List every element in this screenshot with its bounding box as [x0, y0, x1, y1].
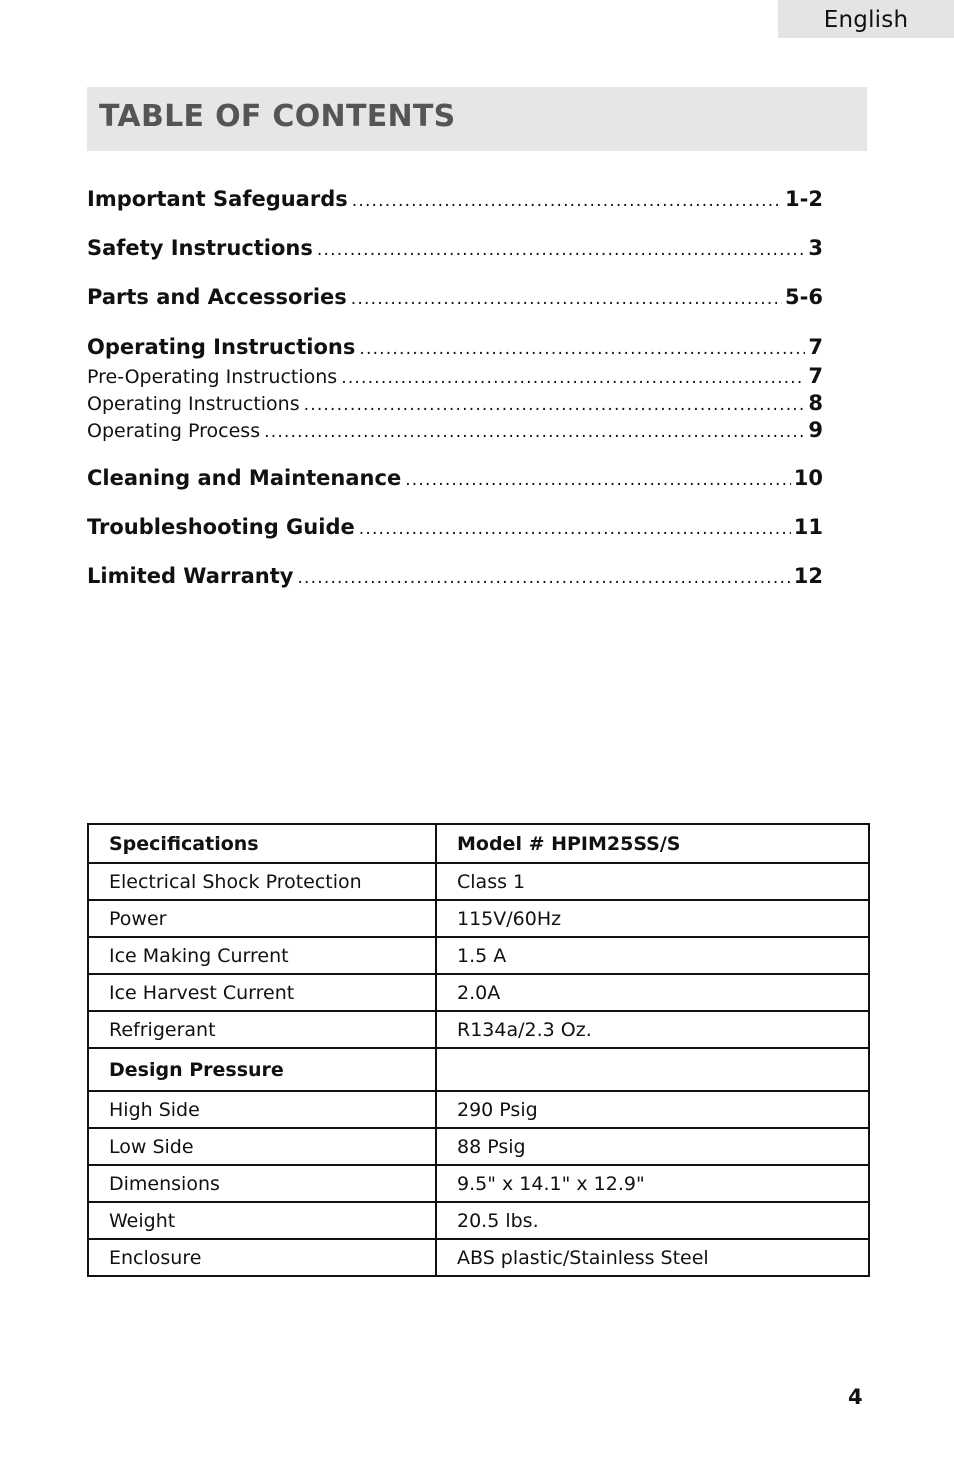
toc-entry-operating-instructions[interactable]	[87, 335, 823, 359]
spec-key: Electrical Shock Protection	[88, 863, 436, 900]
toc-banner	[87, 87, 867, 151]
toc-entry-label: Cleaning and Maintenance	[87, 466, 402, 490]
toc-entry-page: 10	[793, 466, 823, 490]
toc-entry-page: 7	[808, 335, 823, 359]
spec-value: 20.5 lbs.	[436, 1202, 869, 1239]
table-row	[88, 824, 869, 863]
toc-entry-label: Operating Instructions	[87, 393, 300, 415]
spec-key: Weight	[88, 1202, 436, 1239]
spec-value: 115V/60Hz	[436, 900, 869, 937]
toc-entry-parts-and-accessories[interactable]	[87, 285, 823, 309]
toc-entry-page: 8	[808, 391, 823, 415]
dot-leader	[405, 470, 791, 490]
spec-value: R134a/2.3 Oz.	[436, 1011, 869, 1048]
dot-leader	[359, 339, 805, 359]
toc-entry-page: 7	[808, 364, 823, 388]
spec-value: 2.0A	[436, 974, 869, 1011]
spec-key: Specifications	[88, 824, 436, 863]
toc-entry-troubleshooting-guide[interactable]	[87, 515, 823, 539]
spec-value: ABS plastic/Stainless Steel	[436, 1239, 869, 1276]
spec-key: Refrigerant	[88, 1011, 436, 1048]
toc-entry-label: Parts and Accessories	[87, 285, 347, 309]
page-title: TABLE OF CONTENTS	[99, 99, 456, 134]
toc-entry-label: Pre-Operating Instructions	[87, 366, 338, 388]
spec-value: Class 1	[436, 863, 869, 900]
table-row	[88, 974, 869, 1011]
spec-value	[436, 1048, 869, 1091]
table-row	[88, 1239, 869, 1276]
toc-entry-page: 12	[793, 564, 823, 588]
spec-key: Power	[88, 900, 436, 937]
table-row	[88, 1165, 869, 1202]
dot-leader	[317, 240, 805, 260]
toc-entry-label: Operating Process	[87, 420, 261, 442]
spec-value: Model # HPIM25SS/S	[436, 824, 869, 863]
toc-subentry-pre-operating-instructions[interactable]	[87, 364, 823, 388]
dot-leader	[359, 519, 791, 539]
toc-entry-page: 3	[808, 236, 823, 260]
toc-entry-page: 5-6	[785, 285, 823, 309]
toc-subentry-operating-instructions[interactable]	[87, 391, 823, 415]
table-row	[88, 1011, 869, 1048]
dot-leader	[297, 568, 790, 588]
table-row	[88, 937, 869, 974]
table-row	[88, 1128, 869, 1165]
spec-key: High Side	[88, 1091, 436, 1128]
table-row	[88, 1091, 869, 1128]
toc-entry-page: 9	[808, 418, 823, 442]
toc-entry-limited-warranty[interactable]	[87, 564, 823, 588]
toc-entry-label: Troubleshooting Guide	[87, 515, 355, 539]
toc-entry-label: Important Safeguards	[87, 187, 348, 211]
table-row	[88, 1202, 869, 1239]
toc-entry-page: 11	[793, 515, 823, 539]
toc-entry-cleaning-and-maintenance[interactable]	[87, 466, 823, 490]
language-tab: English	[778, 0, 954, 38]
spec-value: 290 Psig	[436, 1091, 869, 1128]
spec-key: Enclosure	[88, 1239, 436, 1276]
dot-leader	[264, 422, 805, 442]
table-row	[88, 900, 869, 937]
dot-leader	[304, 395, 806, 415]
toc-entry-safety-instructions[interactable]	[87, 236, 823, 260]
table-row	[88, 1048, 869, 1091]
toc-entry-label: Safety Instructions	[87, 236, 313, 260]
dot-leader	[351, 289, 782, 309]
dot-leader	[341, 368, 805, 388]
spec-key: Ice Harvest Current	[88, 974, 436, 1011]
toc-entry-page: 1-2	[785, 187, 823, 211]
toc-subentry-operating-process[interactable]	[87, 418, 823, 442]
spec-value: 1.5 A	[436, 937, 869, 974]
spec-key: Low Side	[88, 1128, 436, 1165]
toc-entry-label: Limited Warranty	[87, 564, 294, 588]
spec-key: Design Pressure	[88, 1048, 436, 1091]
spec-value: 88 Psig	[436, 1128, 869, 1165]
toc-entry-important-safeguards[interactable]	[87, 187, 823, 211]
page-number: 4	[848, 1385, 863, 1409]
table-row	[88, 863, 869, 900]
spec-key: Dimensions	[88, 1165, 436, 1202]
spec-value: 9.5" x 14.1" x 12.9"	[436, 1165, 869, 1202]
dot-leader	[352, 191, 782, 211]
spec-key: Ice Making Current	[88, 937, 436, 974]
toc-entry-label: Operating Instructions	[87, 335, 356, 359]
specifications-table	[87, 823, 870, 1277]
